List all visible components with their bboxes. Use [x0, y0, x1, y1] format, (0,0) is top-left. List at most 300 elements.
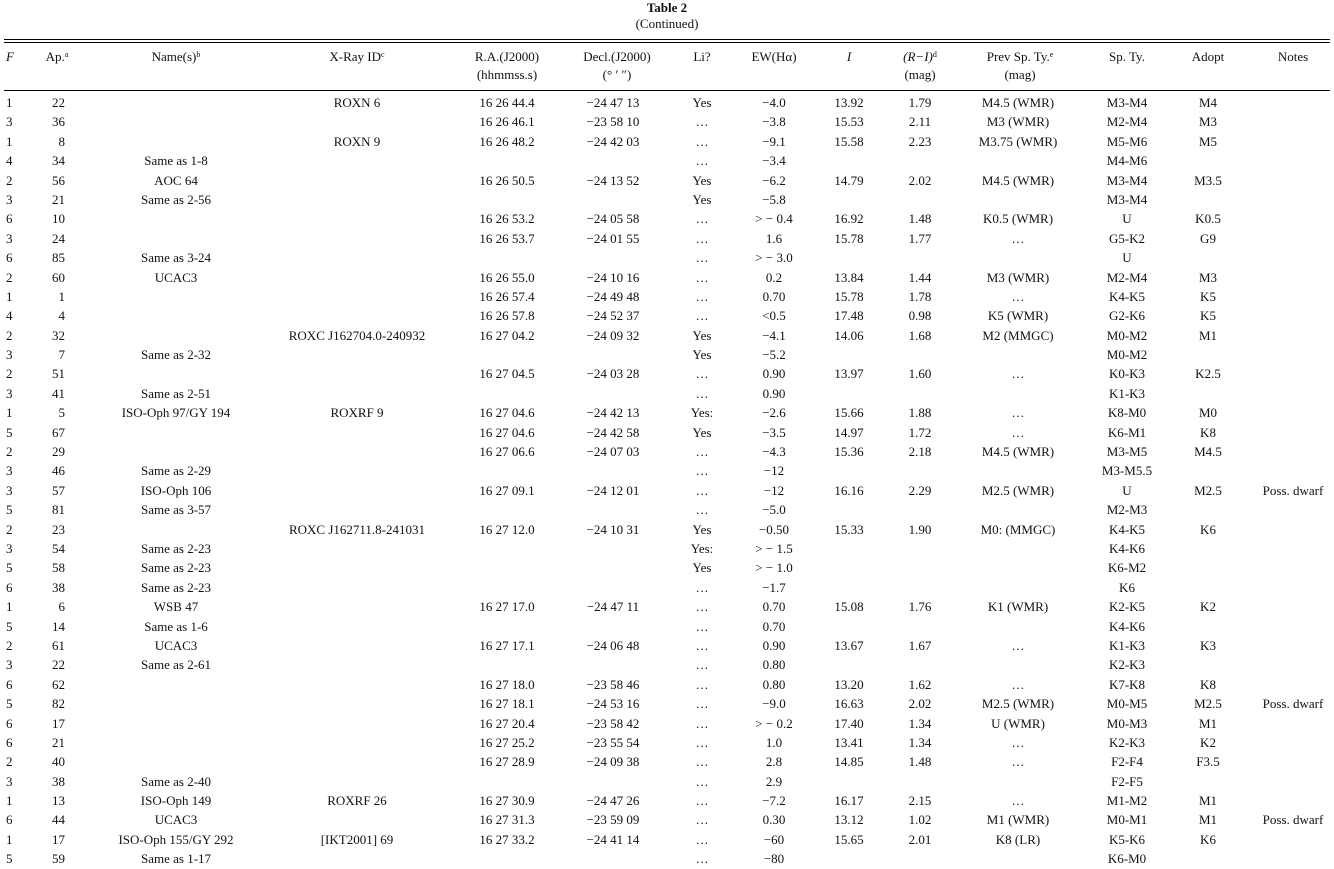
- table-row: [0, 384, 1334, 403]
- cell-li: Yes: [692, 95, 712, 110]
- cell-li: …: [695, 211, 709, 227]
- cell-ew: > − 1.5: [755, 540, 793, 556]
- header-rule: [4, 90, 1330, 91]
- cell-adopt: K5: [1200, 288, 1216, 304]
- cell-xray-id: [IKT2001] 69: [320, 831, 394, 847]
- cell-r-i: 1.48: [908, 211, 932, 227]
- cell-prev-sp-ty: M3 (WMR): [986, 269, 1050, 285]
- cell-adopt: K2: [1200, 734, 1216, 750]
- cell-dec: −24 47 11: [586, 599, 640, 615]
- cell-r-i: 1.90: [908, 521, 932, 537]
- cell-dec: −24 09 32: [586, 327, 640, 343]
- cell-i-mag: 13.41: [834, 734, 864, 750]
- cell-ap: 23: [52, 521, 65, 537]
- cell-dec: −24 41 14: [586, 831, 640, 847]
- cell-notes: Poss. dwarf: [1262, 482, 1324, 498]
- table-row: [0, 791, 1334, 810]
- header-prev-sp-ty: Prev Sp. Ty.$^e$ (mag): [986, 49, 1054, 82]
- cell-ew: 0.70: [762, 288, 786, 304]
- cell-li: …: [695, 385, 709, 401]
- cell-ra: 16 27 30.9: [479, 793, 535, 809]
- cell-ap: 8: [58, 133, 65, 149]
- cell-li: …: [695, 657, 709, 673]
- cell-sp-ty: K2-K3: [1108, 657, 1146, 673]
- cell-li: …: [695, 230, 709, 246]
- cell-sp-ty: M0-M1: [1106, 812, 1148, 828]
- cell-adopt: K8: [1200, 424, 1216, 440]
- cell-f: 5: [6, 424, 13, 440]
- cell-ew: 0.90: [762, 366, 786, 382]
- table-row: [0, 558, 1334, 577]
- cell-f: 6: [6, 812, 13, 828]
- cell-r-i: 1.44: [908, 269, 932, 285]
- cell-name: Same as 2-29: [140, 463, 212, 479]
- cell-ap: 60: [52, 269, 65, 285]
- cell-name: WSB 47: [153, 599, 199, 615]
- cell-prev-sp-ty: U (WMR): [991, 715, 1045, 731]
- cell-r-i: 1.34: [908, 734, 932, 750]
- cell-adopt: M1: [1198, 793, 1218, 809]
- cell-ew: −9.1: [762, 133, 786, 149]
- table-row: [0, 539, 1334, 558]
- cell-f: 6: [6, 734, 13, 750]
- cell-ra: 16 26 53.2: [479, 211, 535, 227]
- cell-ra: 16 26 44.4: [479, 95, 535, 110]
- cell-r-i: 1.72: [908, 424, 932, 440]
- cell-f: 6: [6, 715, 13, 731]
- cell-f: 3: [6, 482, 13, 498]
- cell-f: 4: [6, 153, 13, 169]
- cell-prev-sp-ty: K1 (WMR): [987, 599, 1049, 615]
- table-row: [0, 675, 1334, 694]
- cell-sp-ty: K4-K6: [1108, 540, 1146, 556]
- cell-prev-sp-ty: M3.75 (WMR): [978, 133, 1058, 149]
- cell-adopt: M4: [1198, 95, 1218, 110]
- cell-ra: 16 26 55.0: [479, 269, 535, 285]
- cell-name: Same as 1-6: [144, 618, 208, 634]
- cell-ew: 0.90: [762, 385, 786, 401]
- cell-li: Yes:: [690, 540, 714, 556]
- cell-adopt: F3.5: [1196, 754, 1220, 770]
- cell-ra: 16 27 04.6: [479, 424, 535, 440]
- cell-r-i: 1.48: [908, 754, 932, 770]
- cell-adopt: M5: [1198, 133, 1218, 149]
- cell-adopt: M4.5: [1194, 444, 1222, 460]
- cell-name: Same as 2-23: [140, 540, 212, 556]
- cell-ap: 6: [58, 599, 65, 615]
- table-row: [0, 636, 1334, 655]
- cell-prev-sp-ty: M3 (WMR): [986, 114, 1050, 130]
- cell-sp-ty: K4-K5: [1108, 288, 1146, 304]
- cell-ap: 44: [52, 812, 65, 828]
- cell-ap: 62: [52, 676, 65, 692]
- cell-notes: Poss. dwarf: [1262, 812, 1324, 828]
- cell-f: 5: [6, 696, 13, 712]
- cell-prev-sp-ty: …: [1011, 676, 1025, 692]
- cell-ew: −5.0: [762, 502, 786, 518]
- cell-f: 1: [6, 599, 13, 615]
- cell-dec: −24 42 13: [586, 405, 640, 421]
- cell-ew: −80: [763, 851, 785, 867]
- cell-dec: −24 12 01: [586, 482, 640, 498]
- cell-r-i: 2.15: [908, 793, 932, 809]
- cell-ap: 51: [52, 366, 65, 382]
- header-sp-ty: Sp. Ty.: [1109, 49, 1145, 64]
- cell-i-mag: 17.48: [834, 308, 864, 324]
- cell-li: …: [695, 133, 709, 149]
- cell-li: Yes: [692, 191, 712, 207]
- table-row: [0, 229, 1334, 248]
- cell-ra: 16 27 18.0: [479, 676, 535, 692]
- cell-sp-ty: K6-M1: [1107, 424, 1147, 440]
- cell-ap: 34: [52, 153, 65, 169]
- cell-ap: 59: [52, 851, 65, 867]
- cell-li: …: [695, 482, 709, 498]
- table-body: [0, 93, 1334, 869]
- cell-i-mag: 15.65: [834, 831, 864, 847]
- cell-ew: −4.3: [762, 444, 786, 460]
- cell-prev-sp-ty: …: [1011, 754, 1025, 770]
- cell-i-mag: 13.84: [834, 269, 864, 285]
- cell-ap: 58: [52, 560, 65, 576]
- table-row: [0, 520, 1334, 539]
- table-row: [0, 461, 1334, 480]
- cell-sp-ty: K7-K8: [1108, 676, 1146, 692]
- cell-i-mag: 15.08: [834, 599, 864, 615]
- cell-ra: 16 27 12.0: [479, 521, 535, 537]
- cell-prev-sp-ty: M1 (WMR): [986, 812, 1050, 828]
- cell-i-mag: 16.92: [834, 211, 864, 227]
- cell-prev-sp-ty: K5 (WMR): [987, 308, 1049, 324]
- cell-f: 2: [6, 521, 13, 537]
- cell-sp-ty: M5-M6: [1106, 133, 1148, 149]
- cell-f: 6: [6, 250, 13, 266]
- cell-name: UCAC3: [154, 269, 198, 285]
- cell-ap: 7: [58, 347, 65, 363]
- cell-li: Yes:: [690, 405, 714, 421]
- cell-i-mag: 16.17: [834, 793, 864, 809]
- cell-xray-id: ROXRF 9: [330, 405, 384, 421]
- cell-name: Same as 2-56: [140, 191, 212, 207]
- cell-sp-ty: K1-K3: [1108, 637, 1146, 653]
- cell-sp-ty: K4-K5: [1108, 521, 1146, 537]
- cell-sp-ty: U: [1122, 482, 1132, 498]
- header-f: F: [6, 49, 14, 64]
- cell-ew: > − 0.4: [755, 211, 793, 227]
- table-row: [0, 714, 1334, 733]
- cell-li: …: [695, 754, 709, 770]
- cell-li: …: [695, 734, 709, 750]
- cell-xray-id: ROXN 9: [333, 133, 381, 149]
- cell-r-i: 2.02: [908, 696, 932, 712]
- cell-li: …: [695, 618, 709, 634]
- table-row: [0, 772, 1334, 791]
- cell-li: …: [695, 579, 709, 595]
- cell-f: 2: [6, 269, 13, 285]
- cell-ap: 24: [52, 230, 65, 246]
- cell-sp-ty: F2-F5: [1111, 773, 1143, 789]
- header-ew-halpha: EW(Hα): [751, 49, 797, 64]
- cell-ra: 16 27 25.2: [479, 734, 535, 750]
- cell-li: …: [695, 153, 709, 169]
- cell-prev-sp-ty: K8 (LR): [995, 831, 1041, 847]
- cell-ew: <0.5: [762, 308, 786, 324]
- cell-prev-sp-ty: …: [1011, 366, 1025, 382]
- cell-ap: 29: [52, 444, 65, 460]
- cell-ra: 16 26 46.1: [479, 114, 535, 130]
- cell-adopt: K6: [1200, 521, 1216, 537]
- cell-sp-ty: M3-M5.5: [1101, 463, 1153, 479]
- cell-name: UCAC3: [154, 812, 198, 828]
- cell-ew: > − 3.0: [755, 250, 793, 266]
- cell-xray-id: ROXRF 26: [327, 793, 387, 809]
- cell-ap: 4: [58, 308, 65, 324]
- cell-adopt: M1: [1198, 812, 1218, 828]
- cell-ew: > − 1.0: [755, 560, 793, 576]
- cell-prev-sp-ty: M4.5 (WMR): [981, 95, 1055, 110]
- cell-f: 5: [6, 560, 13, 576]
- cell-ew: 1.6: [765, 230, 783, 246]
- cell-notes: Poss. dwarf: [1262, 696, 1324, 712]
- cell-name: Same as 3-24: [140, 250, 212, 266]
- cell-ap: 57: [52, 482, 65, 498]
- cell-ap: 5: [58, 405, 65, 421]
- cell-ap: 38: [52, 773, 65, 789]
- cell-r-i: 1.68: [908, 327, 932, 343]
- cell-i-mag: 15.33: [834, 521, 864, 537]
- cell-ra: 16 27 06.6: [479, 444, 535, 460]
- cell-ra: 16 27 28.9: [479, 754, 535, 770]
- cell-r-i: 1.60: [908, 366, 932, 382]
- cell-prev-sp-ty: …: [1011, 230, 1025, 246]
- cell-ap: 17: [52, 831, 65, 847]
- cell-sp-ty: G5-K2: [1108, 230, 1146, 246]
- cell-r-i: 1.34: [908, 715, 932, 731]
- cell-ra: 16 27 04.5: [479, 366, 535, 382]
- cell-adopt: M1: [1198, 715, 1218, 731]
- table-row: [0, 617, 1334, 636]
- cell-name: Same as 2-23: [140, 579, 212, 595]
- cell-i-mag: 13.67: [834, 637, 864, 653]
- cell-i-mag: 13.20: [834, 676, 864, 692]
- cell-ra: 16 26 53.7: [479, 230, 535, 246]
- header-i-mag: I: [846, 49, 852, 64]
- cell-f: 2: [6, 637, 13, 653]
- cell-r-i: 2.11: [908, 114, 932, 130]
- cell-ra: 16 27 31.3: [479, 812, 535, 828]
- cell-ap: 36: [52, 114, 65, 130]
- cell-ap: 38: [52, 579, 65, 595]
- table-row: [0, 655, 1334, 674]
- table-row: [0, 403, 1334, 422]
- cell-sp-ty: K2-K3: [1108, 734, 1146, 750]
- cell-dec: −23 58 10: [586, 114, 640, 130]
- cell-f: 2: [6, 754, 13, 770]
- cell-li: …: [695, 308, 709, 324]
- cell-li: Yes: [692, 521, 712, 537]
- cell-ap: 22: [52, 95, 65, 110]
- cell-sp-ty: K5-K6: [1108, 831, 1146, 847]
- cell-f: 2: [6, 327, 13, 343]
- cell-li: …: [695, 637, 709, 653]
- cell-i-mag: 14.79: [834, 172, 864, 188]
- cell-r-i: 1.77: [908, 230, 932, 246]
- cell-li: …: [695, 676, 709, 692]
- cell-i-mag: 16.63: [834, 696, 864, 712]
- cell-adopt: M0: [1198, 405, 1218, 421]
- cell-i-mag: 16.16: [834, 482, 864, 498]
- cell-r-i: 2.18: [908, 444, 932, 460]
- header-xray-id: X-Ray $ID^c$: [329, 49, 385, 64]
- cell-name: Same as 1-17: [140, 851, 212, 867]
- cell-dec: −24 06 48: [586, 637, 640, 653]
- cell-adopt: M1: [1198, 327, 1218, 343]
- cell-adopt: K6: [1200, 831, 1216, 847]
- cell-li: …: [695, 444, 709, 460]
- cell-adopt: K2.5: [1195, 366, 1221, 382]
- cell-dec: −24 47 26: [586, 793, 640, 809]
- cell-name: Same as 2-40: [140, 773, 212, 789]
- cell-dec: −24 03 28: [586, 366, 640, 382]
- cell-li: Yes: [692, 560, 712, 576]
- cell-ew: −7.2: [762, 793, 786, 809]
- cell-li: Yes: [692, 172, 712, 188]
- cell-i-mag: 14.97: [834, 424, 864, 440]
- cell-ew: 0.70: [762, 599, 786, 615]
- cell-i-mag: 13.97: [834, 366, 864, 382]
- cell-f: 2: [6, 444, 13, 460]
- cell-dec: −23 58 46: [586, 676, 640, 692]
- cell-prev-sp-ty: M4.5 (WMR): [981, 172, 1055, 188]
- cell-adopt: K8: [1200, 676, 1216, 692]
- header-r-i: $(R-I)^d$ (mag): [903, 49, 937, 82]
- cell-f: 3: [6, 191, 13, 207]
- cell-ra: 16 27 04.2: [479, 327, 535, 343]
- cell-dec: −24 42 03: [586, 133, 640, 149]
- cell-dec: −24 01 55: [586, 230, 640, 246]
- cell-dec: −24 10 31: [586, 521, 640, 537]
- cell-ew: −4.1: [762, 327, 786, 343]
- cell-f: 3: [6, 385, 13, 401]
- cell-f: 3: [6, 540, 13, 556]
- cell-sp-ty: M2-M4: [1106, 269, 1148, 285]
- cell-sp-ty: K1-K3: [1108, 385, 1146, 401]
- cell-ap: 67: [52, 424, 65, 440]
- cell-sp-ty: M3-M4: [1106, 191, 1148, 207]
- cell-adopt: M3: [1198, 114, 1218, 130]
- header-notes: Notes: [1277, 49, 1309, 64]
- cell-ap: 56: [52, 172, 65, 188]
- cell-li: …: [695, 269, 709, 285]
- cell-r-i: 1.79: [908, 95, 932, 110]
- cell-dec: −24 09 38: [586, 754, 640, 770]
- table-row: [0, 287, 1334, 306]
- cell-li: …: [695, 715, 709, 731]
- cell-li: …: [695, 366, 709, 382]
- cell-ra: 16 26 50.5: [479, 172, 535, 188]
- cell-ew: 0.30: [762, 812, 786, 828]
- cell-ew: −3.5: [762, 424, 786, 440]
- cell-sp-ty: M4-M6: [1106, 153, 1148, 169]
- cell-ew: 0.80: [762, 657, 786, 673]
- cell-dec: −24 52 37: [586, 308, 640, 324]
- cell-f: 2: [6, 366, 13, 382]
- cell-prev-sp-ty: …: [1011, 734, 1025, 750]
- cell-sp-ty: U: [1122, 250, 1132, 266]
- cell-li: Yes: [692, 327, 712, 343]
- cell-dec: −24 05 58: [586, 211, 640, 227]
- table-row: [0, 112, 1334, 131]
- cell-ew: 1.0: [765, 734, 783, 750]
- cell-sp-ty: M0-M2: [1106, 327, 1148, 343]
- cell-name: Same as 2-23: [140, 560, 212, 576]
- cell-f: 3: [6, 114, 13, 130]
- cell-sp-ty: G2-K6: [1108, 308, 1146, 324]
- cell-i-mag: 15.36: [834, 444, 864, 460]
- cell-i-mag: 15.78: [834, 230, 864, 246]
- cell-f: 5: [6, 618, 13, 634]
- table-row: [0, 442, 1334, 461]
- cell-name: Same as 3-57: [140, 502, 212, 518]
- cell-li: …: [695, 463, 709, 479]
- cell-ew: 0.2: [765, 269, 783, 285]
- header-names: $Name(s)^b$: [151, 49, 201, 64]
- cell-sp-ty: K2-K5: [1108, 599, 1146, 615]
- cell-dec: −24 07 03: [586, 444, 640, 460]
- table-title: Table 2: [646, 0, 688, 15]
- cell-ew: −1.7: [762, 579, 786, 595]
- cell-ap: 22: [52, 657, 65, 673]
- cell-dec: −23 59 09: [586, 812, 640, 828]
- cell-sp-ty: M3-M5: [1106, 444, 1148, 460]
- cell-prev-sp-ty: M2.5 (WMR): [981, 696, 1055, 712]
- cell-r-i: 1.62: [908, 676, 932, 692]
- cell-adopt: M3.5: [1194, 172, 1222, 188]
- cell-ra: 16 27 17.1: [479, 637, 535, 653]
- cell-dec: −24 53 16: [586, 696, 640, 712]
- cell-ew: −3.8: [762, 114, 786, 130]
- cell-f: 6: [6, 579, 13, 595]
- cell-xray-id: ROXN 6: [333, 95, 381, 110]
- table-row: [0, 830, 1334, 849]
- cell-ew: −2.6: [762, 405, 786, 421]
- cell-dec: −24 10 16: [586, 269, 640, 285]
- header-dec: Decl.(J2000) (° ′ ″): [583, 49, 651, 82]
- cell-ap: 46: [52, 463, 65, 479]
- cell-adopt: G9: [1200, 230, 1216, 246]
- top-rule-double: [4, 42, 1330, 43]
- cell-i-mag: 14.85: [834, 754, 864, 770]
- cell-ap: 85: [52, 250, 65, 266]
- cell-sp-ty: M3-M4: [1106, 172, 1148, 188]
- cell-f: 1: [6, 793, 13, 809]
- cell-i-mag: 13.12: [834, 812, 864, 828]
- cell-sp-ty: U: [1122, 211, 1132, 227]
- cell-i-mag: 14.06: [834, 327, 864, 343]
- cell-i-mag: 15.66: [834, 405, 864, 421]
- cell-f: 3: [6, 347, 13, 363]
- cell-ra: 16 26 57.8: [479, 308, 535, 324]
- cell-r-i: 2.01: [908, 831, 932, 847]
- cell-f: 3: [6, 657, 13, 673]
- cell-li: …: [695, 599, 709, 615]
- table-row: [0, 500, 1334, 519]
- cell-ew: 0.80: [762, 676, 786, 692]
- cell-ra: 16 26 48.2: [479, 133, 535, 149]
- cell-ra: 16 27 33.2: [479, 831, 535, 847]
- cell-li: …: [695, 831, 709, 847]
- cell-li: …: [695, 114, 709, 130]
